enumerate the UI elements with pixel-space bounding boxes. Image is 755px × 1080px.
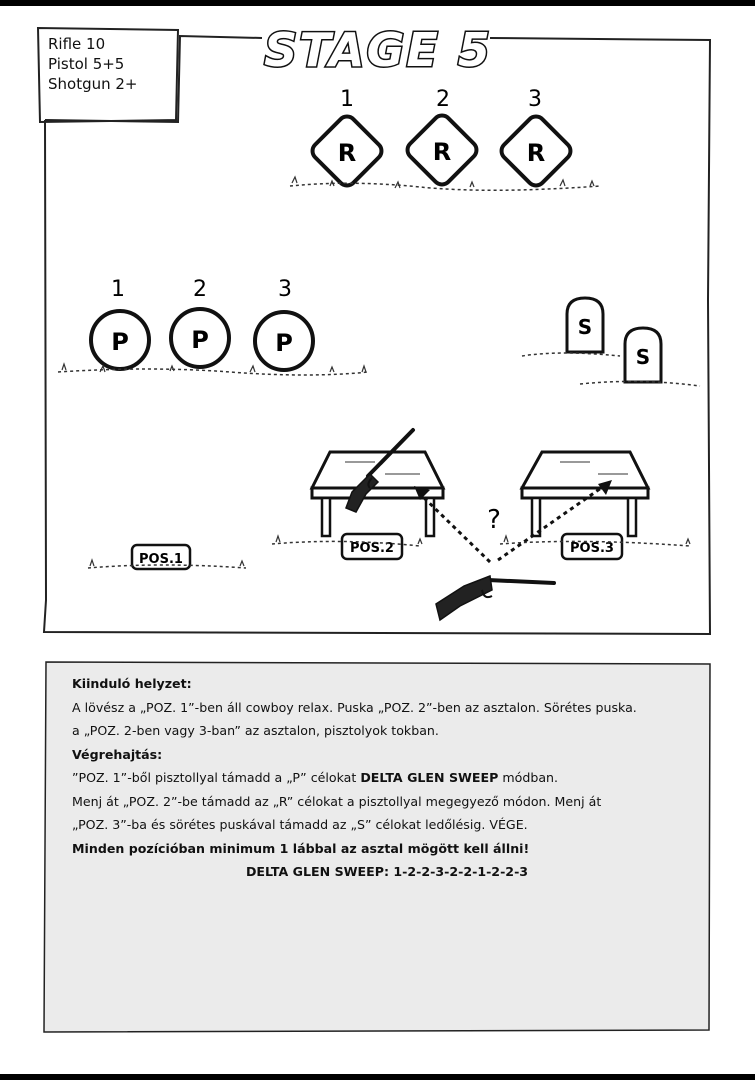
shotgun-target-2 [625, 328, 661, 382]
exec-line-1-bold: DELTA GLEN SWEEP [360, 770, 499, 785]
pistol-target-3 [255, 312, 313, 370]
pos3-plate [562, 534, 622, 559]
pistol-target-number-3: 3 [278, 277, 292, 302]
exec-line-1 [72, 766, 702, 790]
shotgun-target-1 [567, 298, 603, 352]
rifle-target-number-3: 3 [528, 87, 542, 112]
bottom-border [0, 1074, 755, 1080]
rifle-target-2-letter: R [432, 138, 452, 166]
equipment-shotgun: Shotgun 2+ [48, 75, 138, 93]
rifle-target-1 [309, 113, 385, 189]
sweep-line: DELTA GLEN SWEEP: 1-2-2-3-2-2-1-2-2-3 [245, 864, 529, 879]
stage-description [72, 672, 702, 884]
exec-line-3: „POZ. 3”-ba és sörétes puskával támadd az „S” célokat ledőlésig. VÉGE. [72, 817, 528, 832]
pos1-label: POS.1 [139, 552, 183, 567]
equipment-list [48, 34, 138, 94]
pistol-target-3-letter: P [275, 329, 293, 357]
exec-line-1-post: módban. [498, 770, 559, 785]
pos3-label: POS.3 [570, 541, 614, 556]
start-heading: Kiinduló helyzet: [72, 676, 192, 691]
pistol-target-number-1: 1 [111, 277, 125, 302]
pistol-target-number-2: 2 [193, 277, 207, 302]
table-pos3 [522, 452, 648, 536]
equipment-rifle: Rifle 10 [48, 35, 106, 53]
rifle-target-2 [404, 112, 480, 188]
shotgun-target-2-letter: S [635, 345, 651, 369]
equipment-pistol: Pistol 5+5 [48, 55, 125, 73]
rifle-target-3 [498, 113, 574, 189]
pistol-target-2-letter: P [191, 326, 209, 354]
exec-line-2: Menj át „POZ. 2”-be támadd az „R” célokat a pisztollyal megegyező módon. Menj át [72, 793, 602, 809]
pos2-label: POS.2 [350, 541, 394, 556]
shotgun-target-1-letter: S [577, 315, 593, 339]
rifle-target-number-1: 1 [340, 87, 354, 112]
pistol-target-2 [171, 309, 229, 367]
shotgun-icon [436, 576, 554, 620]
stage-title: STAGE 5 [264, 23, 492, 77]
question-mark: ? [487, 505, 501, 535]
rifle-target-number-2: 2 [436, 87, 450, 112]
rifle-target-3-letter: R [526, 139, 546, 167]
rifle-target-1-letter: R [337, 139, 357, 167]
exec-heading: Végrehajtás: [72, 746, 163, 762]
pistol-target-1 [91, 311, 149, 369]
grass-shotgun [522, 353, 700, 386]
pistol-target-1-letter: P [111, 328, 129, 356]
start-line-2: a „POZ. 2-ben vagy 3-ban” az asztalon, pisztolyok tokban. [72, 723, 439, 738]
pos2-plate [342, 534, 402, 559]
exec-line-1-pre: ”POZ. 1”-ből pisztollyal támadd a „P” célokat [72, 770, 361, 785]
start-line-1: A lövész a „POZ. 1”-ben áll cowboy relax. Puska „POZ. 2”-ben az asztalon. Sörétes puska. [72, 699, 637, 715]
rule-line: Minden pozícióban minimum 1 lábbal az asztal mögött kell állni! [72, 840, 530, 856]
